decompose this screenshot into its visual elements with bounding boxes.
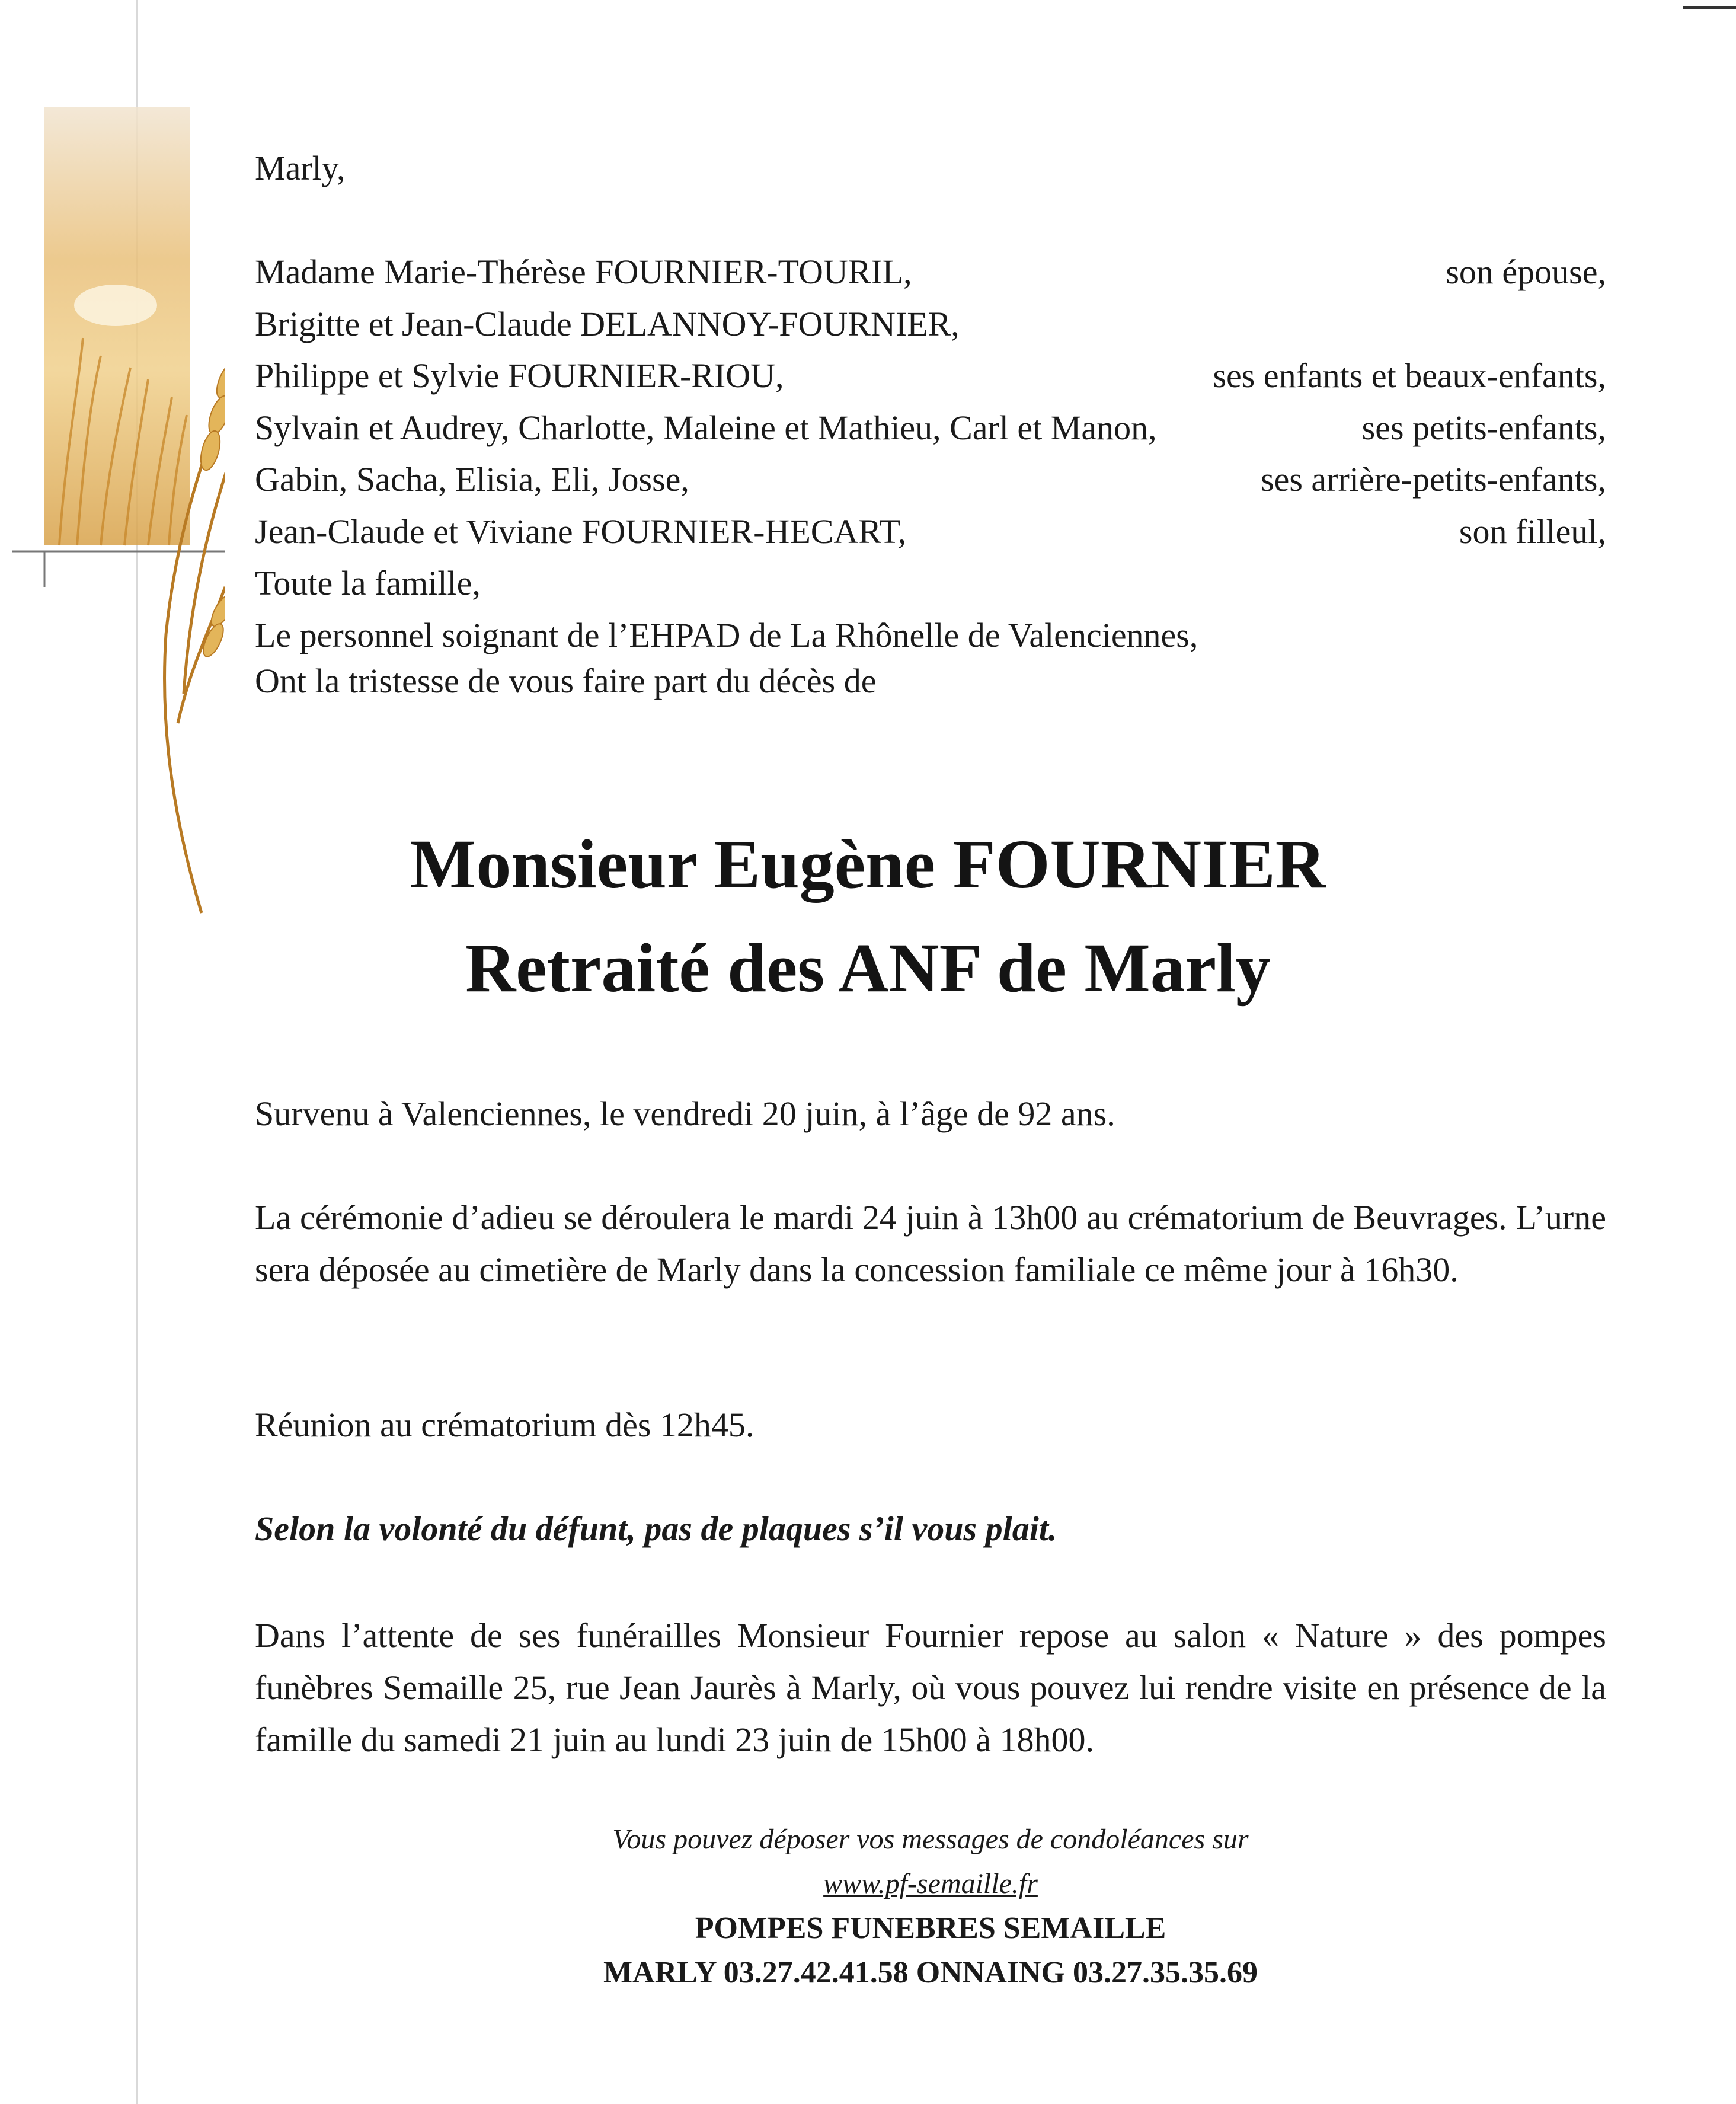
- family-row: [255, 246, 1606, 298]
- death-paragraph: Survenu à Valenciennes, le vendredi 20 juin, à l’âge de 92 ans.: [255, 1094, 1115, 1133]
- family-name: Philippe et Sylvie FOURNIER-RIOU,: [255, 356, 784, 395]
- family-relation: ses petits-enfants,: [1361, 408, 1606, 447]
- family-relation: ses arrière-petits-enfants,: [1261, 460, 1606, 499]
- announcement-line: Ont la tristesse de vous faire part du décès de: [255, 662, 877, 700]
- family-name: Sylvain et Audrey, Charlotte, Maleine et Mathieu, Carl et Manon,: [255, 408, 1157, 447]
- family-row: [255, 454, 1606, 506]
- meeting-paragraph: Réunion au crématorium dès 12h45.: [255, 1406, 754, 1444]
- family-name: Jean-Claude et Viviane FOURNIER-HECART,: [255, 512, 907, 551]
- ceremony-paragraph: La cérémonie d’adieu se déroulera le mardi 24 juin à 13h00 au crématorium de Beuvrages. L’urne sera déposée au cimetière de Marly dans la concession familiale ce même jour à 16h30.: [255, 1198, 1606, 1289]
- condolences-text: Vous pouvez déposer vos messages de condoléances sur: [612, 1824, 1249, 1855]
- family-name: Madame Marie-Thérèse FOURNIER-TOURIL,: [255, 253, 912, 291]
- family-name: Brigitte et Jean-Claude DELANNOY-FOURNIER,: [255, 304, 960, 343]
- corner-mark: [1683, 6, 1736, 9]
- family-list: [255, 246, 1606, 661]
- deceased-title: Retraité des ANF de Marly: [465, 929, 1271, 1007]
- family-row: [255, 350, 1606, 402]
- wheat-illustration: [12, 101, 225, 931]
- company-name: POMPES FUNEBRES SEMAILLE: [695, 1911, 1166, 1945]
- deceased-name: Monsieur Eugène FOURNIER: [410, 825, 1326, 903]
- company-phones: MARLY 03.27.42.41.58 ONNAING 03.27.35.35.69: [603, 1956, 1258, 1990]
- website-link[interactable]: www.pf-semaille.fr: [823, 1868, 1038, 1899]
- family-row: [255, 557, 1606, 609]
- family-row: [255, 402, 1606, 454]
- family-relation: son épouse,: [1446, 253, 1606, 291]
- family-row: [255, 506, 1606, 558]
- family-name: Le personnel soignant de l’EHPAD de La Rhônelle de Valenciennes,: [255, 615, 1198, 654]
- family-row: [255, 609, 1606, 662]
- family-name: Gabin, Sacha, Elisia, Eli, Josse,: [255, 460, 689, 499]
- visit-paragraph: Dans l’attente de ses funérailles Monsieur Fournier repose au salon « Nature » des pompes funèbres Semaille 25, rue Jean Jaurès à Marly, où vous pouvez lui rendre visite en présence de la famille du samedi 21 juin au lundi 23 juin de 15h00 à 18h00.: [255, 1616, 1606, 1759]
- family-name: Toute la famille,: [255, 564, 481, 602]
- family-row: [255, 298, 1606, 350]
- family-relation: son filleul,: [1459, 512, 1606, 551]
- wish-paragraph: Selon la volonté du défunt, pas de plaques s’il vous plait.: [255, 1509, 1057, 1548]
- family-relation: ses enfants et beaux-enfants,: [1213, 356, 1606, 395]
- greeting: Marly,: [255, 149, 346, 187]
